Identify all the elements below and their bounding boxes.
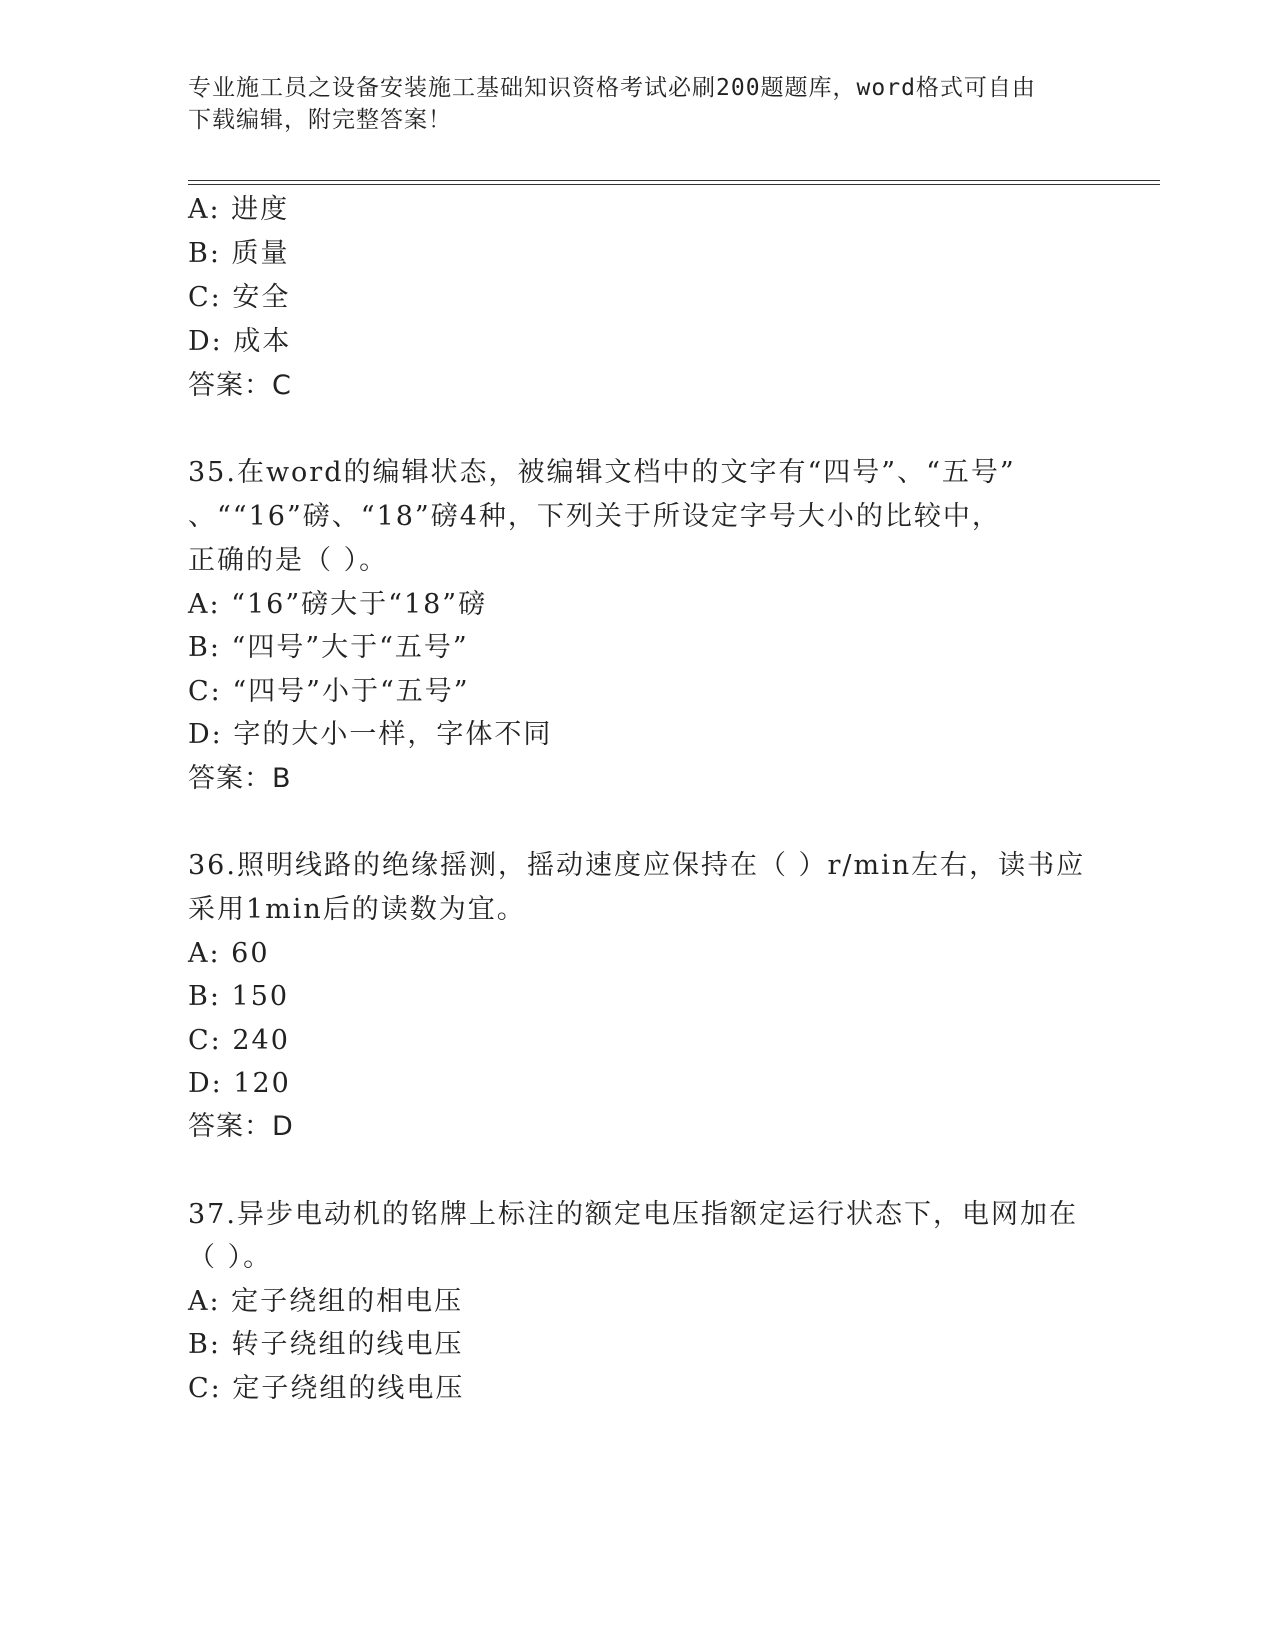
q35-answer: 答案：B [188, 763, 292, 794]
q34-answer: 答案：C [188, 370, 292, 401]
q35-text-line-1: 35.在word的编辑状态，被编辑文档中的文字有“四号”、“五号” [188, 457, 1016, 488]
header-divider-top [188, 180, 1160, 181]
q34-option-a: A: 进度 [188, 194, 290, 225]
q36-option-a: A: 60 [188, 938, 270, 969]
q36-text-line-1: 36.照明线路的绝缘摇测，摇动速度应保持在（ ）r/min左右，读书应 [188, 850, 1086, 881]
q35-text-line-3: 正确的是（ ）。 [188, 545, 389, 576]
q37-option-c: C: 定子绕组的线电压 [188, 1373, 465, 1404]
q34-option-d: D: 成本 [188, 326, 292, 357]
q36-answer: 答案：D [188, 1111, 294, 1142]
q34-option-b: B: 质量 [188, 238, 290, 269]
document-header [188, 72, 1088, 136]
q35-option-a: A: “16”磅大于“18”磅 [188, 589, 488, 620]
q37-text-line-1: 37.异步电动机的铭牌上标注的额定电压指额定运行状态下，电网加在 [188, 1199, 1078, 1230]
q37-text-line-2: （ ）。 [188, 1242, 273, 1273]
q35-option-b: B: “四号”大于“五号” [188, 632, 469, 663]
q36-option-d: D: 120 [188, 1068, 291, 1099]
q37-option-a: A: 定子绕组的相电压 [188, 1286, 464, 1317]
q37-option-b: B: 转子绕组的线电压 [188, 1329, 464, 1360]
header-divider-bottom [188, 184, 1160, 185]
q36-text-line-2: 采用1min后的读数为宜。 [188, 894, 526, 925]
q34-option-c: C: 安全 [188, 282, 291, 313]
q36-option-c: C: 240 [188, 1025, 290, 1056]
header-line-2: 下载编辑，附完整答案！ [188, 107, 452, 133]
q35-option-c: C: “四号”小于“五号” [188, 676, 470, 707]
q35-text-line-2: 、““16”磅、“18”磅4种，下列关于所设定字号大小的比较中， [188, 501, 1001, 532]
q35-option-d: D: 字的大小一样，字体不同 [188, 719, 553, 750]
header-line-1: 专业施工员之设备安装施工基础知识资格考试必刷200题题库，word格式可自由 [188, 75, 1036, 101]
q36-option-b: B: 150 [188, 981, 290, 1012]
